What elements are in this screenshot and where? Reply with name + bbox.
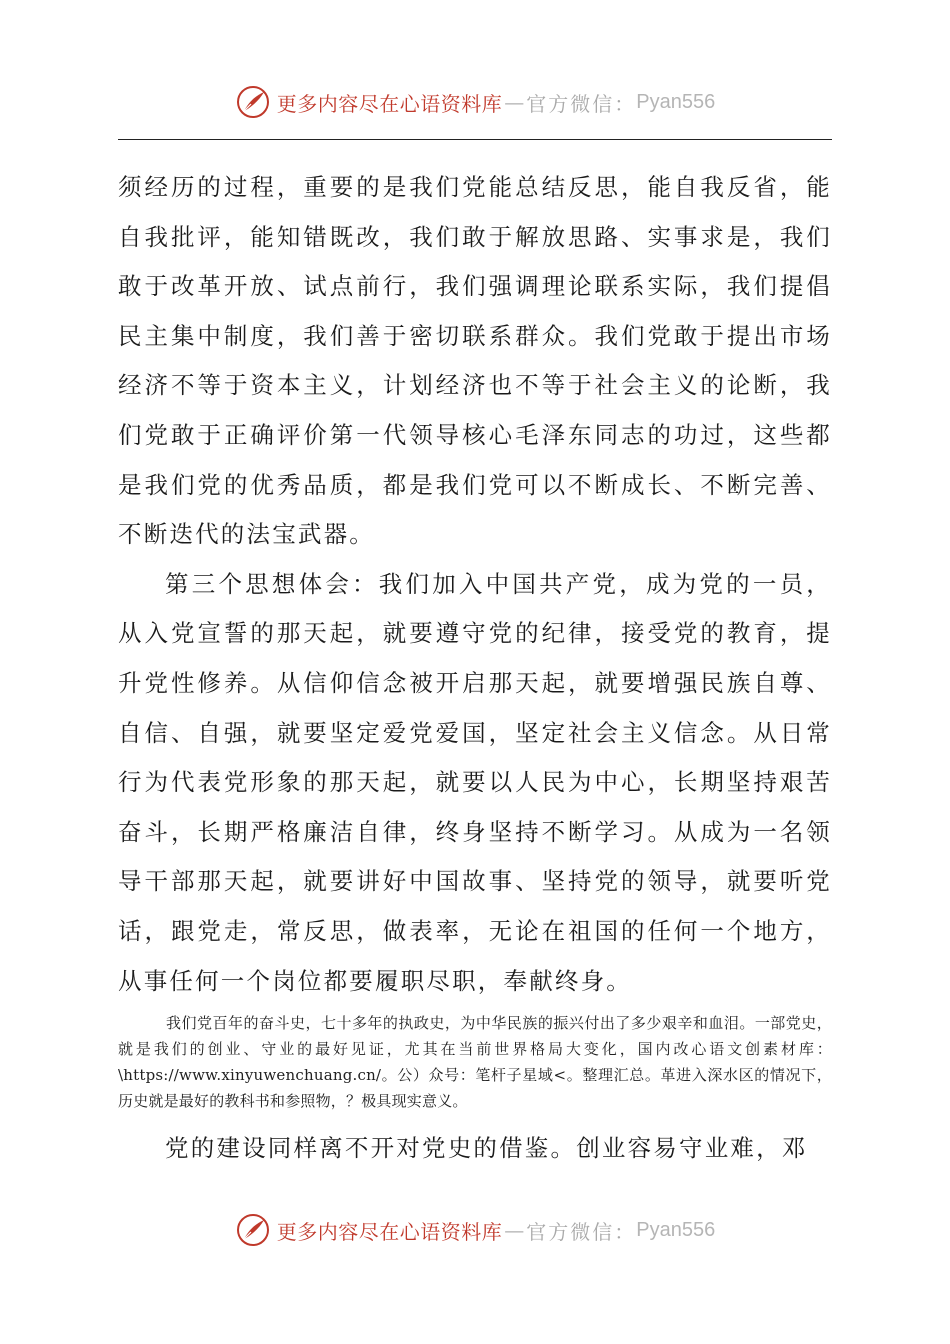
header-separator: — bbox=[504, 90, 525, 114]
header-wechat-id: Pyan556 bbox=[636, 90, 716, 113]
footer-brand-text: 更多内容尽在心语资料库 bbox=[276, 1219, 503, 1244]
document-body bbox=[118, 163, 832, 1174]
header-divider bbox=[118, 139, 832, 140]
quill-logo-icon bbox=[235, 84, 271, 120]
quill-logo-icon bbox=[235, 1212, 271, 1248]
header-brand-text: 更多内容尽在心语资料库 bbox=[276, 91, 503, 116]
footer-official-label: 官方微信： bbox=[526, 1219, 637, 1244]
paragraph-continuation: 须经历的过程，重要的是我们党能总结反思，能自我反省，能自我批评，能知错既改，我们敢于解放思路、实事求是，我们敢于改革开放、试点前行，我们强调理论联系实际，我们提倡民主集中制度，我们善于密切联系群众。我们党敢于提出市场经济不等于资本主义，计划经济也不等于社会主义的论断，我们党敢于正确评价第一代领导核心毛泽东同志的功过，这些都是我们党的优秀品质，都是我们党可以不断成长、不断完善、不断迭代的法宝武器。 bbox=[118, 173, 832, 549]
paragraph-third-reflection: 第三个思想体会：我们加入中国共产党，成为党的一员，从入党宣誓的那天起，就要遵守党的纪律，接受党的教育，提升党性修养。从信仰信念被开启那天起，就要增强民族自尊、自信、自强，就要坚定爱党爱国，坚定社会主义信念。从日常行为代表党形象的那天起，就要以人民为中心，长期坚持艰苦奋斗，长期严格廉洁自律，终身坚持不断学习。从成为一名领导干部那天起，就要讲好中国故事、坚持党的领导，就要听党话，跟党走，常反思，做表率，无论在祖国的任何一个地方，从事任何一个岗位都要履职尽职，奉献终身。 bbox=[118, 569, 832, 995]
header-official-label: 官方微信： bbox=[526, 91, 637, 116]
footer-wechat-id: Pyan556 bbox=[636, 1218, 716, 1241]
footer-banner bbox=[0, 1210, 950, 1250]
paragraph-party-building: 党的建设同样离不开对党史的借鉴。创业容易守业难，邓 bbox=[165, 1134, 808, 1163]
inserted-note-paragraph: 我们党百年的奋斗史，七十多年的执政史，为中华民族的振兴付出了多少艰辛和血泪。一部党史，就是我们的创业、守业的最好见证，尤其在当前世界格局大变化，国内改心语文创素材库：\https://www.xinyuwenchuang.cn/。公）众号：笔杆子星域<。整理汇总。革进入深水区的情况下，历史就是最好的教科书和参照物，？极具现实意义。 bbox=[118, 1014, 832, 1111]
footer-separator: — bbox=[504, 1218, 525, 1242]
header-banner bbox=[0, 82, 950, 122]
